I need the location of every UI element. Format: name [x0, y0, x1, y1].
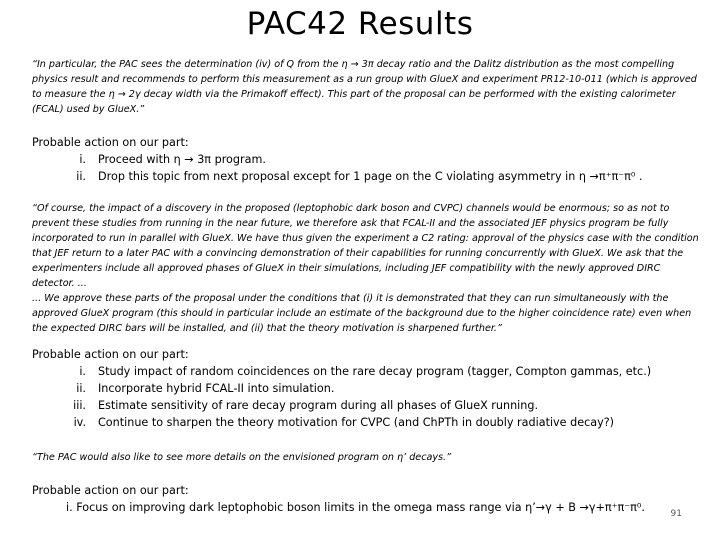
action-list: [32, 151, 712, 185]
item-number: iii.: [73, 399, 86, 412]
action-block-3: [32, 482, 712, 516]
quote-text: “In particular, the PAC sees the determination (iv) of Q from the η → 3π decay ratio and the Dalitz distribution as the most compelling physics result and recommends to perform this measurement as a run group with GlueX and experiment PR12-10-011 (which is approved to measure the η → 2γ decay width via the Primakoff effect). This part of the proposal can be performed with the existing calorimeter (FCAL) used by GlueX.”: [32, 59, 697, 115]
list-item: [32, 168, 712, 185]
item-text: Estimate sensitivity of rare decay program during all phases of GlueX running.: [98, 399, 539, 412]
list-item: [32, 397, 712, 414]
list-item: [32, 380, 712, 397]
quote-text: “Of course, the impact of a discovery in the proposed (leptophobic dark boson and CVPC) channels would be enormous; so as not to prevent these studies from running in the near future, we therefore ask that FCAL-II and the associated JEF physics program be fully incorporated to run in parallel with GlueX. We have thus given the experiment a C2 rating: approval of the physics case with the condition that JEF return to a later PAC with a convincing demonstration of their capabilities for running concurrently with GlueX. We ask that the experimenters include all approved phases of GlueX in their simulations, including JEF compatibility with the newly approved DIRC detector. ...: [32, 203, 699, 289]
action-block-1: [32, 134, 712, 185]
action-heading: Probable action on our part:: [32, 348, 189, 361]
action-heading: Probable action on our part:: [32, 484, 189, 497]
item-text: Study impact of random coincidences on the rare decay program (tagger, Compton gammas, etc.): [98, 365, 652, 378]
item-number: ii.: [76, 170, 86, 183]
item-text: Incorporate hybrid FCAL-II into simulation.: [98, 382, 335, 395]
item-text: Continue to sharpen the theory motivation for CVPC (and ChPTh in doubly radiative decay?): [98, 416, 615, 429]
list-item: [32, 414, 712, 431]
pac-quote-3: [32, 450, 700, 465]
action-heading: Probable action on our part:: [32, 136, 189, 149]
pac-quote-1: [32, 57, 700, 117]
list-item: [32, 363, 712, 380]
pac-quote-2: [32, 201, 700, 336]
quote-text: ... We approve these parts of the proposal under the conditions that (i) it is demonstrated that they can run simultaneously with the approved GlueX program (this should in particular include an estimate of the background due to the higher coincidence rate) even when the expected DIRC bars will be installed, and (ii) that the theory motivation is sharpened further.”: [32, 293, 692, 334]
action-list: [32, 363, 712, 431]
page-number: 91: [670, 509, 682, 519]
item-number: i.: [79, 153, 86, 166]
action-block-2: [32, 346, 712, 431]
item-number: ii.: [76, 382, 86, 395]
item-text: Proceed with η → 3π program.: [98, 153, 266, 166]
item-number: i.: [79, 365, 86, 378]
slide-title: PAC42 Results: [246, 6, 474, 42]
item-number: iv.: [73, 416, 86, 429]
list-item: [32, 151, 712, 168]
quote-text: “The PAC would also like to see more details on the envisioned program on η’ decays.”: [32, 452, 452, 463]
action-item: i. Focus on improving dark leptophobic boson limits in the omega mass range via η’→γ + B →γ+π⁺π⁻π⁰.: [66, 501, 645, 514]
item-text: Drop this topic from next proposal except for 1 page on the C violating asymmetry in η →π⁺π⁻π⁰ .: [98, 170, 643, 183]
